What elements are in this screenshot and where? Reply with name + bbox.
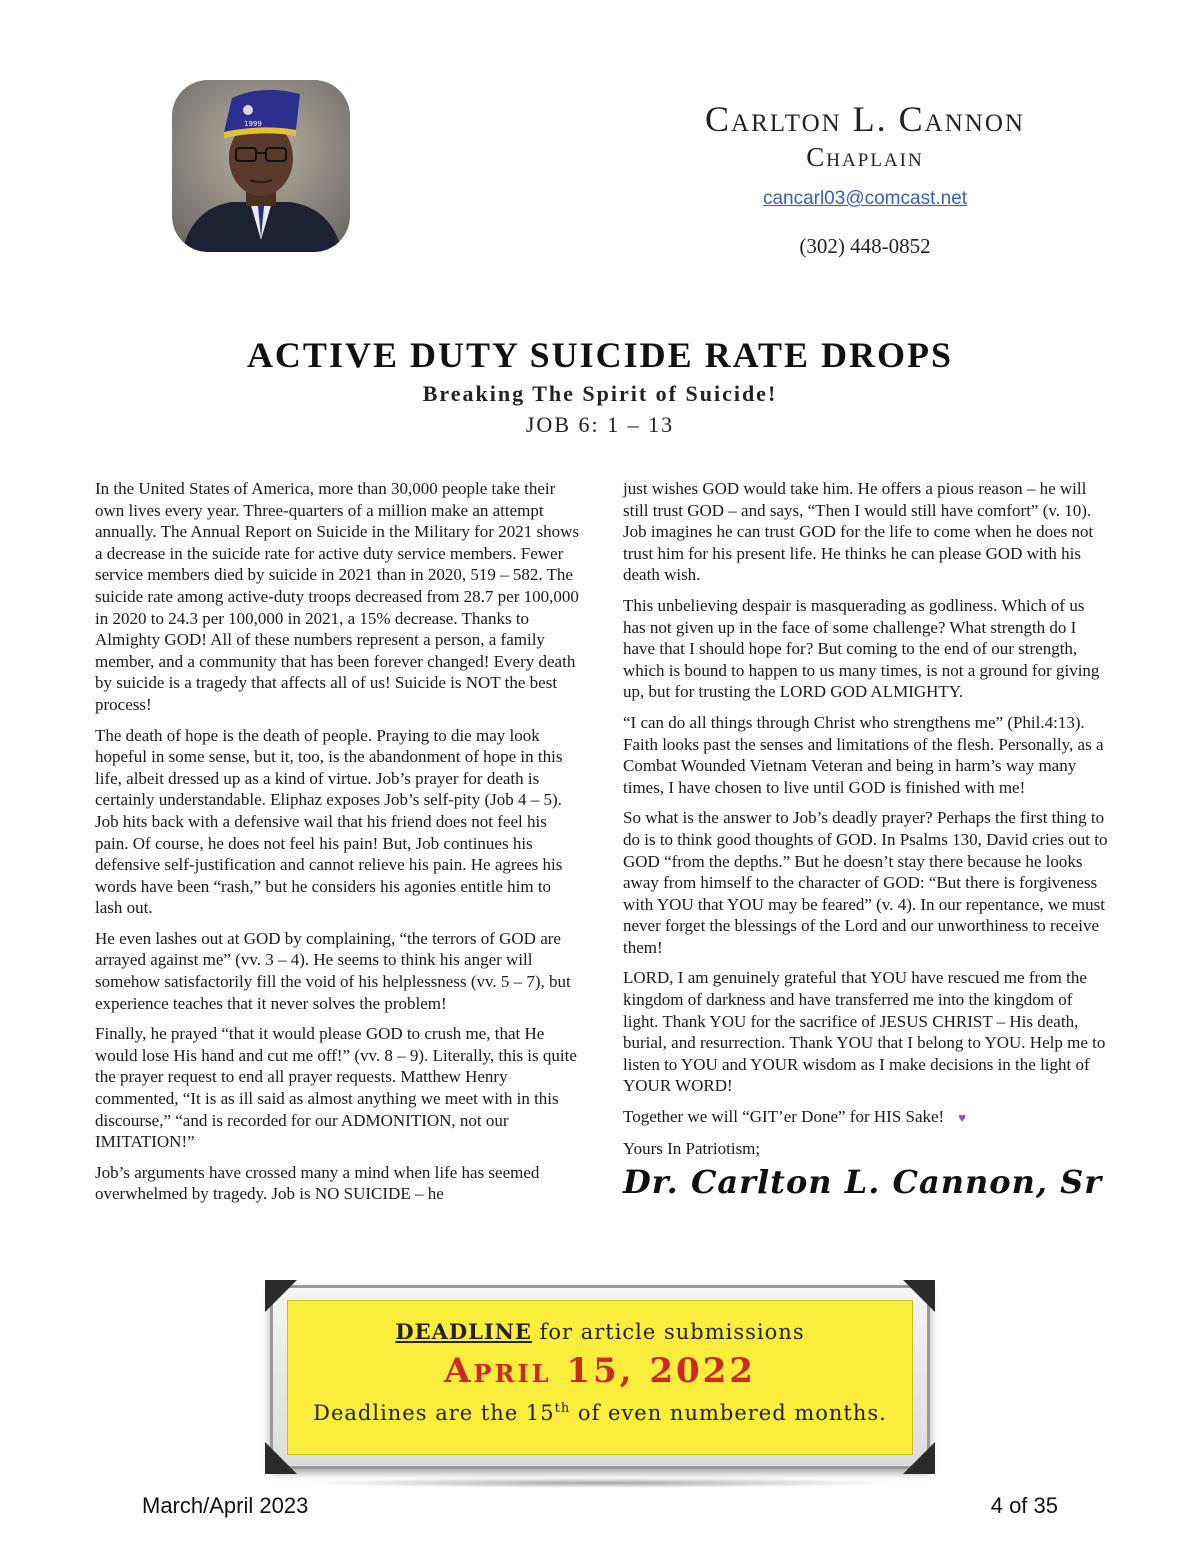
paragraph: In the United States of America, more than 30,000 people take their own lives every year. Three-quarters of a million make an attempt annually. The Annual Report on Suicide in the Military for 2021 shows a decrease in the suicide rate for active duty service members. Fewer service members died by suicide in 2021 than in 2020, 519 – 582. The suicide rate among active-duty troops decreased from 28.7 per 100,000 in 2020 to 24.3 per 100,000 in 2021, a 15% decrease. Thanks to Almighty GOD! All of these numbers represent a person, a family member, and a community that has been forever changed! Every death by suicide is a tragedy that affects all of us! Suicide is NOT the best process!: [95, 479, 579, 714]
deadline-note-end: of even numbered months.: [570, 1401, 887, 1425]
paragraph: He even lashes out at GOD by complaining, “the terrors of GOD are arrayed against me” (vv. 3 – 4). He seems to think his anger will somehow satisfactorily fill the void of his helplessness (vv. 5 – 7), but experience teaches that it never solves the problem!: [95, 928, 571, 1013]
paragraph: LORD, I am genuinely grateful that YOU have rescued me from the kingdom of darkness and have transferred me into the kingdom of light. Thank YOU for the sacrifice of JESUS CHRIST – His death, burial, and resurrection. Thank YOU that I belong to YOU. Help me to listen to YOU and YOUR wisdom as I make decisions in the light of YOUR WORD!: [623, 968, 1106, 1096]
deadline-label-rest: for article submissions: [531, 1320, 805, 1344]
paragraph: Job’s arguments have crossed many a mind when life has seemed overwhelmed by tragedy. Job is NO SUICIDE – he: [95, 1162, 540, 1204]
deadline-note-sup: th: [554, 1401, 571, 1416]
purple-heart-icon: ♥: [958, 1110, 966, 1126]
paragraph: “I can do all things through Christ who strengthens me” (Phil.4:13). Faith looks past the senses and limitations of the flesh. Personally, as a Combat Wounded Vietnam Veteran and being in harm’s way many times, I have chosen to live until GOD is finished with me!: [623, 712, 1104, 797]
deadline-banner: [287, 1300, 913, 1455]
deadline-date: April 15, 2022: [444, 1351, 756, 1391]
banner-shadow: [300, 1478, 900, 1488]
paragraph: The death of hope is the death of people. Praying to die may look hopeful in some sense, but it, too, is the abandonment of hope in this life, albeit dressed up as a kind of virtue. Job’s prayer for death is certainly understandable. Eliphaz exposes Job’s self-pity (Job 4 – 5). Job hits back with a defensive wail that his friend does not feel his pain. Of course, he does not feel his pain! But, Job continues his defensive self-justification and cannot relieve his pain. He agrees his words have been “rash,” but he considers his agonies entitle him to lash out.: [95, 725, 563, 918]
paragraph: This unbelieving despair is masquerading as godliness. Which of us has not given up in the face of some challenge? What strength do I have that I should hope for? But coming to the end of our strength, which is bound to happen to us many times, is not a ground for giving up, but for trusting the LORD GOD ALMIGHTY.: [623, 595, 1100, 702]
deadline-note: [288, 1401, 912, 1425]
author-portrait-image: [172, 80, 350, 252]
deadline-label: DEADLINE: [395, 1319, 532, 1344]
author-email-link[interactable]: cancarl03@comcast.net: [762, 188, 968, 209]
author-role: Chaplain: [806, 142, 924, 172]
paragraph: just wishes GOD would take him. He offers a pious reason – he will still trust GOD – and says, “Then I would still have comfort” (v. 10). Job imagines he can trust GOD for the life to come when he does not trust him for his present life. He thinks he can please GOD with his death wish.: [623, 479, 1094, 585]
paragraph: Finally, he prayed “that it would please GOD to crush me, that He would lose His hand and cut me off!” (vv. 8 – 9). Literally, this is quite the prayer request to end all prayer requests. Matthew Henry commented, “It is as ill said as almost anything we meet with in this discourse,” “and is recorded for our ADMONITION, not our IMITATION!”: [95, 1024, 577, 1152]
article-column-left: [95, 478, 580, 1214]
closing-line-row: [623, 1106, 1108, 1129]
deadline-heading: [288, 1319, 912, 1344]
closing-line: Together we will “GIT’er Done” for HIS Sake!: [623, 1107, 945, 1127]
paragraph: So what is the answer to Job’s deadly prayer? Perhaps the first thing to do is to think good thoughts of GOD. In Psalms 130, David cries out to GOD “from the depths.” But he doesn’t stay there because he looks away from himself to the character of GOD: “But there is forgiveness with YOU that YOU may be feared” (v. 4). In our repentance, we must never forget the blessings of the Lord and our unworthiness to receive them!: [623, 808, 1108, 957]
article-title: ACTIVE DUTY SUICIDE RATE DROPS: [246, 335, 954, 375]
author-phone: (302) 448-0852: [799, 234, 931, 258]
author-name: Carlton L. Cannon: [705, 99, 1025, 139]
salutation: Yours In Patriotism;: [623, 1138, 761, 1158]
article-column-right: [623, 478, 1108, 1201]
deadline-note-start: Deadlines are the 15: [313, 1401, 555, 1425]
author-photo: [172, 80, 350, 252]
cap-text: 1999: [244, 120, 262, 128]
signature: Dr. Carlton L. Cannon, Sr: [623, 1162, 1103, 1201]
scripture-reference: JOB 6: 1 – 13: [525, 412, 675, 437]
footer-page-number: 4 of 35: [990, 1493, 1058, 1518]
footer-issue: March/April 2023: [142, 1493, 309, 1518]
article-subtitle: Breaking The Spirit of Suicide!: [422, 381, 778, 406]
